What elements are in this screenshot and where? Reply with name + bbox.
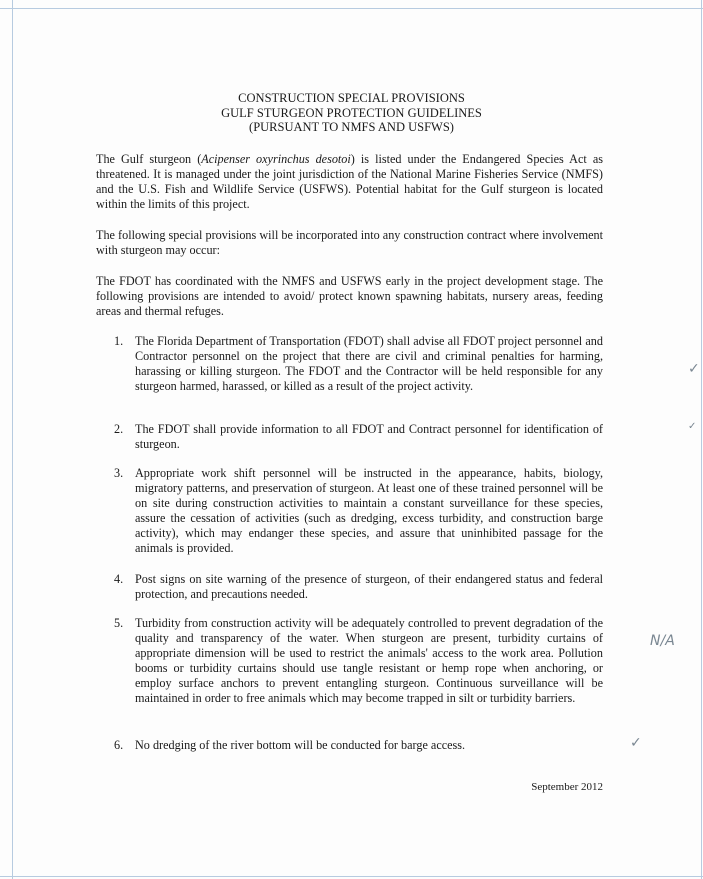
provision-text: The FDOT shall provide information to all FDOT and Contract personnel for identification of sturgeon. xyxy=(135,422,603,451)
handwritten-check-mark: ✓ xyxy=(688,361,700,377)
provision-number: 6. xyxy=(114,738,124,752)
handwritten-check-mark: ✓ xyxy=(688,421,697,432)
handwritten-check-mark: ✓ xyxy=(630,735,642,751)
provision-text: Turbidity from construction activity will be adequately controlled to prevent degradation of the quality and transparency of the water. When sturgeon are present, turbidity curtains of appropriate dimension will be used to restrict the animals' access to the work area. Pollution booms or turbidity curtains should use tangle resistant or hemp rope when anchoring, or employ surface anchors to prevent entangling sturgeon. Continuous surveillance will be maintained in order to free animals which may become trapped in silt or turbidity barriers. xyxy=(135,616,603,705)
coordination-paragraph: The FDOT has coordinated with the NMFS and USFWS early in the project development stage. The following provisions are intended to avoid/ protect known spawning habitats, nursery areas, feeding areas and thermal refuges. xyxy=(96,274,603,318)
document-title xyxy=(0,91,703,135)
provision-text: Appropriate work shift personnel will be instructed in the appearance, habits, biology, migratory patterns, and preservation of sturgeon. At least one of these trained personnel will be on site during construction activities to maintain a constant surveillance for these species, assure the cessation of activities (such as dredging, excess turbidity, and construction barge activity), which may endanger these species, and assure that uninhibited passage for the animals is provided. xyxy=(135,466,603,555)
scan-border-top xyxy=(0,8,703,9)
provision-number: 5. xyxy=(114,616,124,630)
intro-paragraph xyxy=(96,152,603,212)
provision-text: No dredging of the river bottom will be conducted for barge access. xyxy=(135,738,466,752)
provisions-intro-paragraph: The following special provisions will be incorporated into any construction contract where involvement with sturgeon may occur: xyxy=(96,228,603,257)
intro-text-after: ) is listed under the Endangered Species Act as threatened. It is managed under the joint jurisdiction of the National Marine Fisheries Service (NMFS) and the U.S. Fish and Wildlife Service (USFWS). Potential habitat for the Gulf sturgeon is located within the limits of this project. xyxy=(96,152,603,211)
title-line-3: (PURSUANT TO NMFS AND USFWS) xyxy=(249,120,454,134)
provision-text: Post signs on site warning of the presence of sturgeon, of their endangered status and federal protection, and precautions needed. xyxy=(135,572,603,601)
species-name: Acipenser oxyrinchus desotoi xyxy=(201,152,351,166)
provision-number: 1. xyxy=(114,334,124,348)
document-date: September 2012 xyxy=(531,781,603,793)
provision-number: 4. xyxy=(114,572,124,586)
handwritten-na-mark: N/A xyxy=(650,633,675,649)
provision-text: The Florida Department of Transportation (FDOT) shall advise all FDOT project personnel and Contractor personnel on the project that there are civil and criminal penalties for harming, harassing or killing sturgeon. The FDOT and the Contractor will be held responsible for any sturgeon harmed, harassed, or killed as a result of the project activity. xyxy=(135,334,603,393)
provision-number: 3. xyxy=(114,466,124,480)
provision-number: 2. xyxy=(114,422,124,436)
title-line-1: CONSTRUCTION SPECIAL PROVISIONS xyxy=(238,91,465,105)
scan-border-bottom xyxy=(0,876,703,877)
intro-text-before: The Gulf sturgeon ( xyxy=(96,152,202,166)
title-line-2: GULF STURGEON PROTECTION GUIDELINES xyxy=(221,105,482,120)
